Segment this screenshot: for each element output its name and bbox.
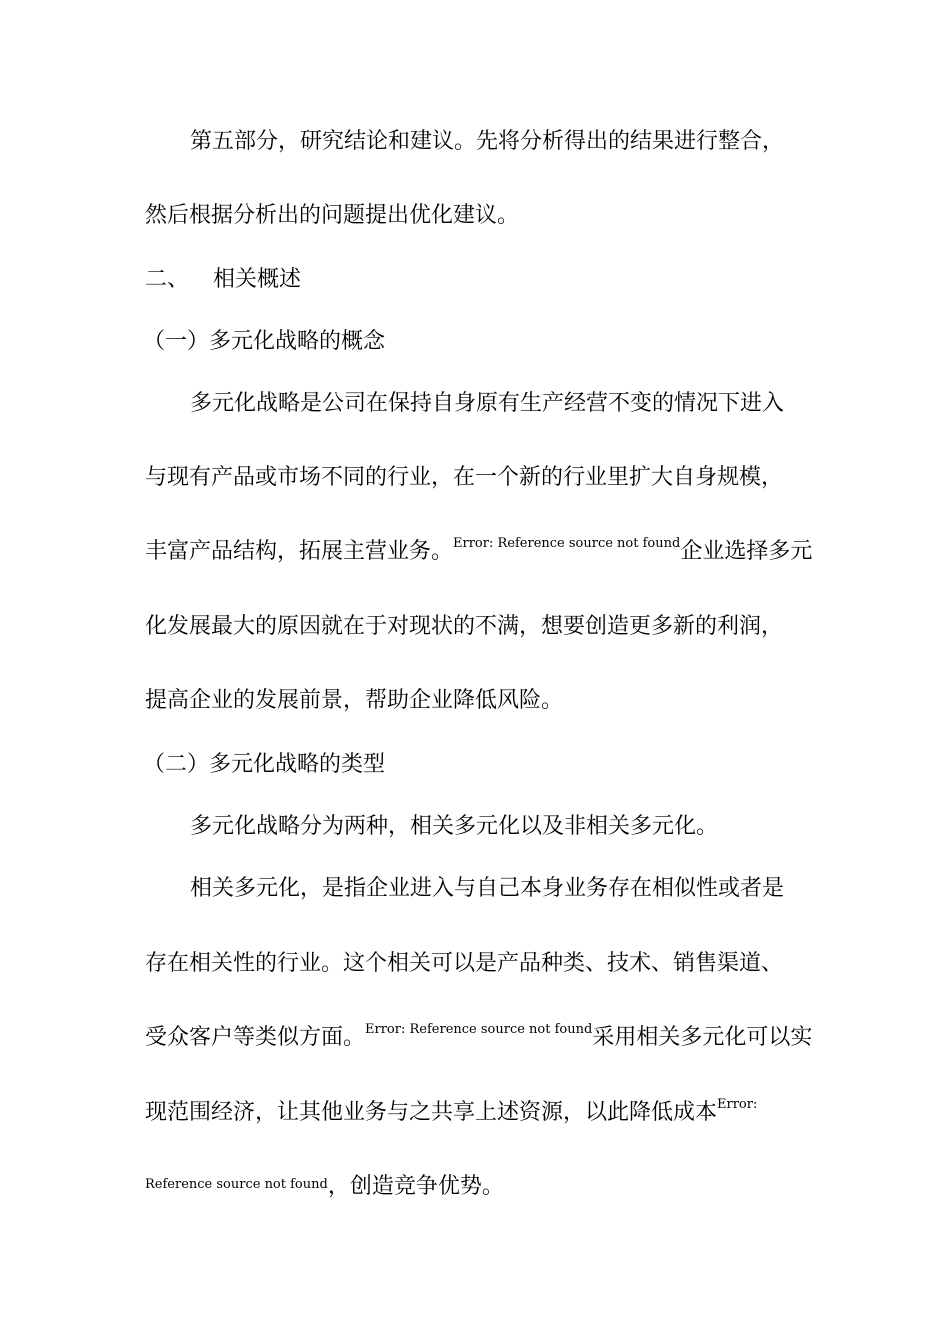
paragraph-line: 提高企业的发展前景，帮助企业降低风险。 — [145, 688, 564, 713]
subsection-heading: （一）多元化战略的概念 — [143, 329, 386, 354]
text-run: 丰富产品结构，拓展主营业务。 — [145, 539, 454, 564]
paragraph-line: 多元化战略是公司在保持自身原有生产经营不变的情况下进入 — [190, 391, 785, 416]
text-run: ，创造竞争优势。 — [327, 1174, 504, 1199]
subsection-heading: （二）多元化战略的类型 — [143, 752, 386, 777]
paragraph-line: 多元化战略分为两种，相关多元化以及非相关多元化。 — [190, 814, 719, 839]
reference-error: Error: — [717, 1097, 758, 1112]
paragraph-line — [145, 1172, 504, 1202]
text-run: 受众客户等类似方面。 — [145, 1025, 366, 1050]
paragraph-line: 然后根据分析出的问题提出优化建议。 — [145, 203, 520, 228]
paragraph-line — [145, 1023, 812, 1053]
paragraph-line — [145, 1098, 757, 1128]
section-number: 二、 — [145, 267, 190, 292]
paragraph-line: 相关多元化，是指企业进入与自己本身业务存在相似性或者是 — [190, 876, 785, 901]
text-run: 企业选择多元 — [680, 539, 813, 564]
section-heading — [145, 265, 301, 295]
reference-error: Error: Reference source not found — [453, 536, 681, 551]
reference-error: Error: Reference source not found — [365, 1022, 593, 1037]
paragraph-line: 化发展最大的原因就在于对现状的不满，想要创造更多新的利润， — [145, 614, 784, 639]
text-run: 现范围经济，让其他业务与之共享上述资源，以此降低成本 — [145, 1100, 718, 1125]
paragraph-line: 存在相关性的行业。这个相关可以是产品种类、技术、销售渠道、 — [145, 951, 784, 976]
paragraph-line: 第五部分，研究结论和建议。先将分析得出的结果进行整合， — [190, 129, 785, 154]
section-title: 相关概述 — [213, 267, 302, 292]
reference-error: Reference source not found — [145, 1177, 328, 1192]
paragraph-line — [145, 537, 812, 567]
paragraph-line: 与现有产品或市场不同的行业，在一个新的行业里扩大自身规模， — [145, 465, 784, 490]
text-run: 采用相关多元化可以实 — [592, 1025, 813, 1050]
